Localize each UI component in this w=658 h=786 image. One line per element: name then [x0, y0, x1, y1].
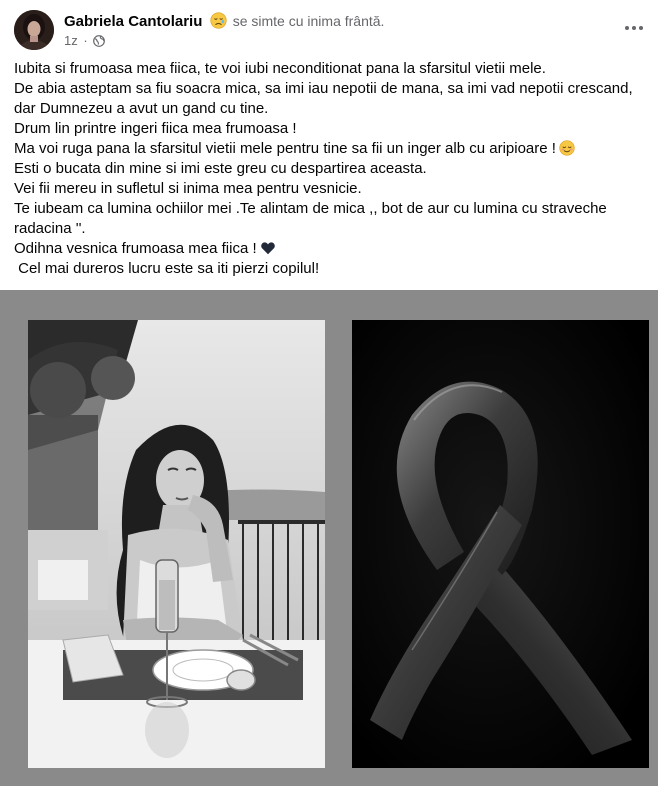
- post-timestamp[interactable]: 1z: [64, 33, 78, 48]
- post-meta: [64, 33, 105, 49]
- black-ribbon-image: [352, 320, 649, 768]
- more-options-icon[interactable]: [622, 16, 646, 40]
- message-line: De abia asteptam sa fiu soacra mica, sa imi iau nepotii de mana, sa imi vad nepotii crescand, dar Dumnezeu a avut un gand cu tine.: [14, 80, 641, 117]
- black-ribbon-photo[interactable]: [352, 320, 649, 768]
- message-line: Esti o bucata din mine si imi este greu cu despartirea aceasta.: [14, 160, 427, 177]
- portrait-photo-image: [28, 320, 325, 768]
- portrait-photo[interactable]: [28, 320, 325, 768]
- message-line: Iubita si frumoasa mea fiica, te voi iubi neconditionat pana la sfarsitul vietii mele.: [14, 60, 546, 77]
- feeling-text: se simte cu inima frântă.: [232, 13, 385, 29]
- message-line: Ma voi ruga pana la sfarsitul vietii mele pentru tine sa fii un inger alb cu aripioare !: [14, 139, 654, 159]
- avatar-image: [14, 10, 54, 50]
- relieved-face-emoji-icon: [559, 140, 575, 156]
- post-media: [0, 290, 658, 786]
- black-heart-emoji-icon: [260, 240, 276, 256]
- author-name[interactable]: Gabriela Cantolariu: [64, 13, 203, 30]
- globe-icon[interactable]: [93, 35, 105, 47]
- post-title-line: [64, 11, 384, 32]
- author-avatar[interactable]: [14, 10, 54, 50]
- message-line: Drum lin printre ingeri fiica mea frumoasa !: [14, 120, 297, 137]
- meta-separator: ·: [83, 33, 88, 48]
- post-header: [0, 0, 658, 56]
- sad-face-emoji-icon: [210, 12, 227, 29]
- message-line: Cel mai dureros lucru este sa iti pierzi copilul!: [14, 260, 320, 277]
- message-line: Vei fii mereu in sufletul si inima mea pentru vesnicie.: [14, 180, 362, 197]
- message-line: Te iubeam ca lumina ochiilor mei .Te alintam de mica ,, bot de aur cu lumina cu straveche radacina ''.: [14, 200, 611, 237]
- message-line: Odihna vesnica frumoasa mea fiica !: [14, 239, 654, 259]
- post-message: [14, 59, 654, 279]
